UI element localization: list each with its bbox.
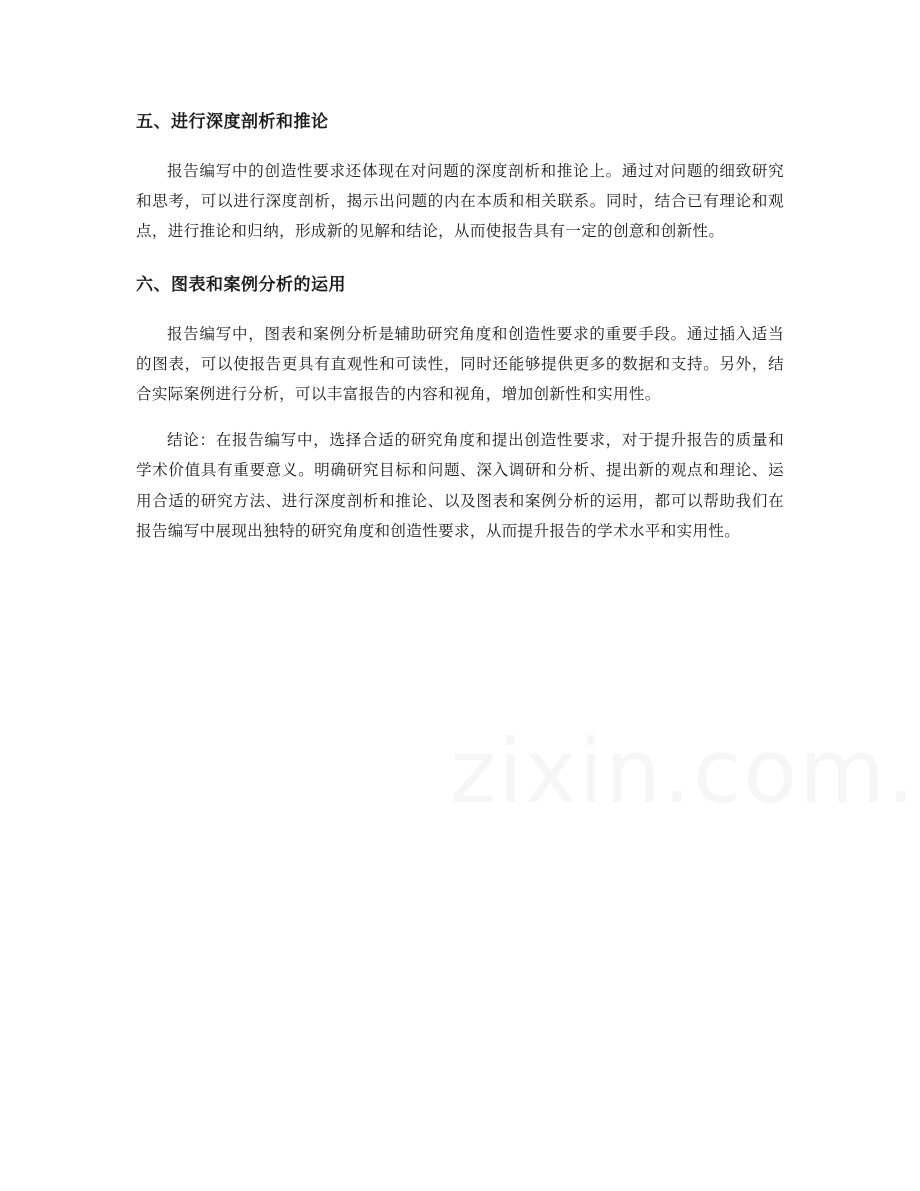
section-paragraph-6: 报告编写中，图表和案例分析是辅助研究角度和创造性要求的重要手段。通过插入适当的图表，可以使报告更具有直观性和可读性，同时还能够提供更多的数据和支持。另外，结合实际案例进行分析，可以丰富报告的内容和视角，增加创新性和实用性。 [136, 324, 784, 404]
section-paragraph-5: 报告编写中的创造性要求还体现在对问题的深度剖析和推论上。通过对问题的细致研究和思考，可以进行深度剖析，揭示出问题的内在本质和相关联系。同时，结合已有理论和观点，进行推论和归纳，形成新的见解和结论，从而使报告具有一定的创意和创新性。 [136, 162, 784, 241]
section-heading-6: 六、图表和案例分析的运用 [136, 274, 346, 295]
section-heading-5: 五、进行深度剖析和推论 [136, 112, 329, 132]
document-body [136, 104, 784, 546]
conclusion-paragraph: 结论：在报告编写中，选择合适的研究角度和提出创造性要求，对于提升报告的质量和学术价值具有重要意义。明确研究目标和问题、深入调研和分析、提出新的观点和理论、运用合适的研究方法、进行深度剖析和推论、以及图表和案例分析的运用，都可以帮助我们在报告编写中展现出独特的研究角度和创造性要求，从而提升报告的学术水平和实用性。 [136, 431, 784, 540]
watermark [450, 720, 920, 823]
